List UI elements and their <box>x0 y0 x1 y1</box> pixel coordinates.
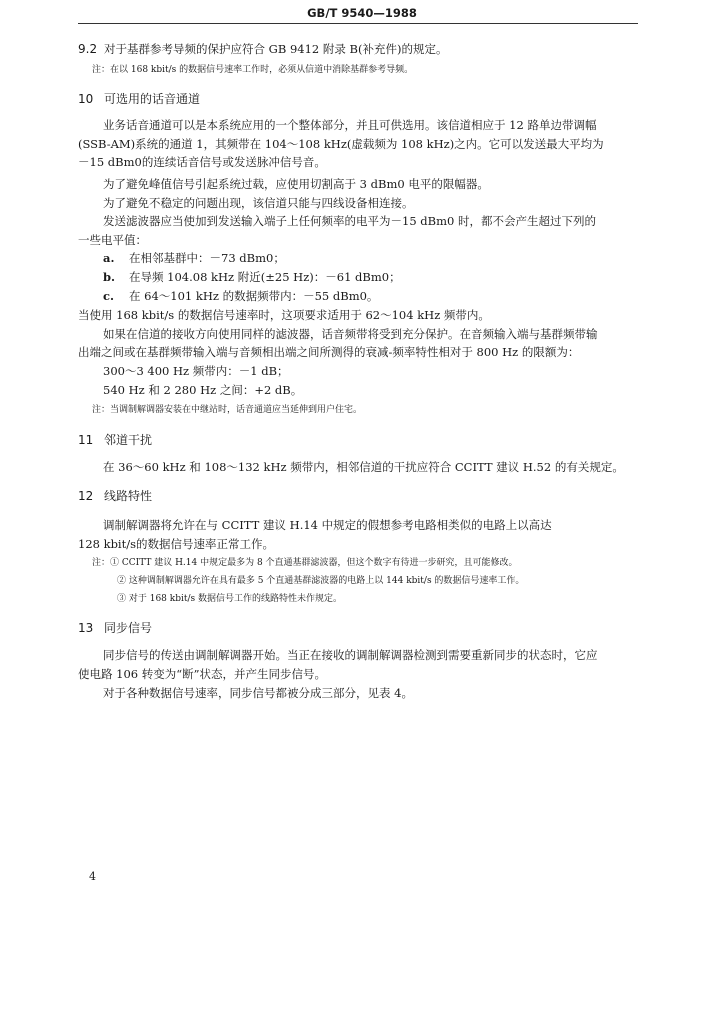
section-10-p6-line1: 如果在信道的接收方向使用同样的滤波器，话音频带将受到充分保护。在音频输入端与基群频带输 <box>103 327 598 341</box>
section-12-p1-line1: 调制解调器将允许在与 CCITT 建议 H.14 中规定的假想参考电路相类似的电路上以高达 <box>103 518 552 532</box>
list-item <box>103 289 378 303</box>
section-10-limit-1: 300～3 400 Hz 频带内：－1 dB； <box>103 364 289 378</box>
section-12-title: 线路特性 <box>104 489 153 503</box>
page-header: GB/T 9540—1988 <box>307 6 417 20</box>
section-12-number: 12 <box>78 489 94 503</box>
list-item-text: 在 64～101 kHz 的数据频带内：－55 dBm0。 <box>129 289 379 303</box>
section-13-number: 13 <box>78 621 94 635</box>
section-10-note: 注：当调制解调器安装在中继站时，话音通道应当延伸到用户住宅。 <box>92 405 363 415</box>
section-10-p1-line3: －15 dBm0的连续话音信号或发送脉冲信号音。 <box>78 155 326 169</box>
clause-9-2-number: 9.2 <box>78 42 98 56</box>
list-item <box>103 251 285 265</box>
section-11-text: 在 36～60 kHz 和 108～132 kHz 频带内，相邻信道的干扰应符合 CCITT 建议 H.52 的有关规定。 <box>103 460 624 474</box>
section-10-p5: 当使用 168 kbit/s 的数据信号速率时，这项要求适用于 62～104 kHz 频带内。 <box>78 308 490 322</box>
section-10-p6-line2: 出端之间或在基群频带输入端与音频相出端之间所测得的衰减-频率特性相对于 800 Hz 的限额为： <box>78 345 580 359</box>
section-11-title: 邻道干扰 <box>104 433 153 447</box>
section-10-p3: 为了避免不稳定的问题出现，该信道只能与四线设备相连接。 <box>103 196 414 210</box>
section-13-heading <box>78 621 640 635</box>
header-rule <box>78 23 638 24</box>
list-item-label: c. <box>103 289 115 303</box>
list-item-text: 在相邻基群中：－73 dBm0； <box>129 251 285 265</box>
section-10-p2: 为了避免峰值信号引起系统过载，应使用切割高于 3 dBm0 电平的限幅器。 <box>103 177 489 191</box>
section-11-number: 11 <box>78 433 94 447</box>
clause-9-2-text: 对于基群参考导频的保护应符合 GB 9412 附录 B(补充件)的规定。 <box>104 42 448 56</box>
section-10-limit-2: 540 Hz 和 2 280 Hz 之间：+2 dB。 <box>103 383 303 397</box>
section-10-number: 10 <box>78 92 94 106</box>
clause-9-2 <box>78 42 640 56</box>
list-item-label: b. <box>103 270 116 284</box>
section-10-heading <box>78 92 640 106</box>
section-13-p2: 对于各种数据信号速率，同步信号都被分成三部分，见表 4。 <box>103 686 413 700</box>
list-item <box>103 270 401 284</box>
section-10-title: 可选用的话音通道 <box>104 92 201 106</box>
section-12-heading <box>78 489 640 503</box>
section-10-p4-line2: 一些电平值： <box>78 233 147 247</box>
page-number: 4 <box>89 870 96 883</box>
list-item-label: a. <box>103 251 115 265</box>
clause-9-2-note: 注：在以 168 kbit/s 的数据信号速率工作时，必须从信道中消除基群参考导频。 <box>92 65 414 75</box>
section-12-note-3: ③ 对于 168 kbit/s 数据信号工作的线路特性未作规定。 <box>117 594 342 604</box>
section-11-heading <box>78 433 640 447</box>
section-10-p1-line1: 业务话音通道可以是本系统应用的一个整体部分，并且可供选用。该信道相应于 12 路单边带调幅 <box>103 118 597 132</box>
list-item-text: 在导频 104.08 kHz 附近(±25 Hz)：－61 dBm0； <box>129 270 401 284</box>
section-13-p1-line2: 使电路 106 转变为“断”状态，并产生同步信号。 <box>78 667 327 681</box>
section-13-title: 同步信号 <box>104 621 153 635</box>
section-10-p4-line1: 发送滤波器应当使加到发送输入端子上任何频率的电平为－15 dBm0 时，都不会产生超过下列的 <box>103 214 596 228</box>
section-13-p1-line1: 同步信号的传送由调制解调器开始。当正在接收的调制解调器检测到需要重新同步的状态时，它应 <box>103 648 598 662</box>
section-12-note-2: ② 这种调制解调器允许在具有最多 5 个直通基群滤波器的电路上以 144 kbit/s 的数据信号速率工作。 <box>117 576 525 586</box>
section-10-p1-line2: (SSB-AM)系统的通道 1，其频带在 104～108 kHz(虚载频为 108 kHz)之内。它可以发送最大平均为 <box>78 137 604 151</box>
section-12-note-1: 注：① CCITT 建议 H.14 中规定最多为 8 个直通基群滤波器，但这个数字有待进一步研究，且可能修改。 <box>92 558 518 568</box>
section-12-p1-line2: 128 kbit/s的数据信号速率正常工作。 <box>78 537 275 551</box>
